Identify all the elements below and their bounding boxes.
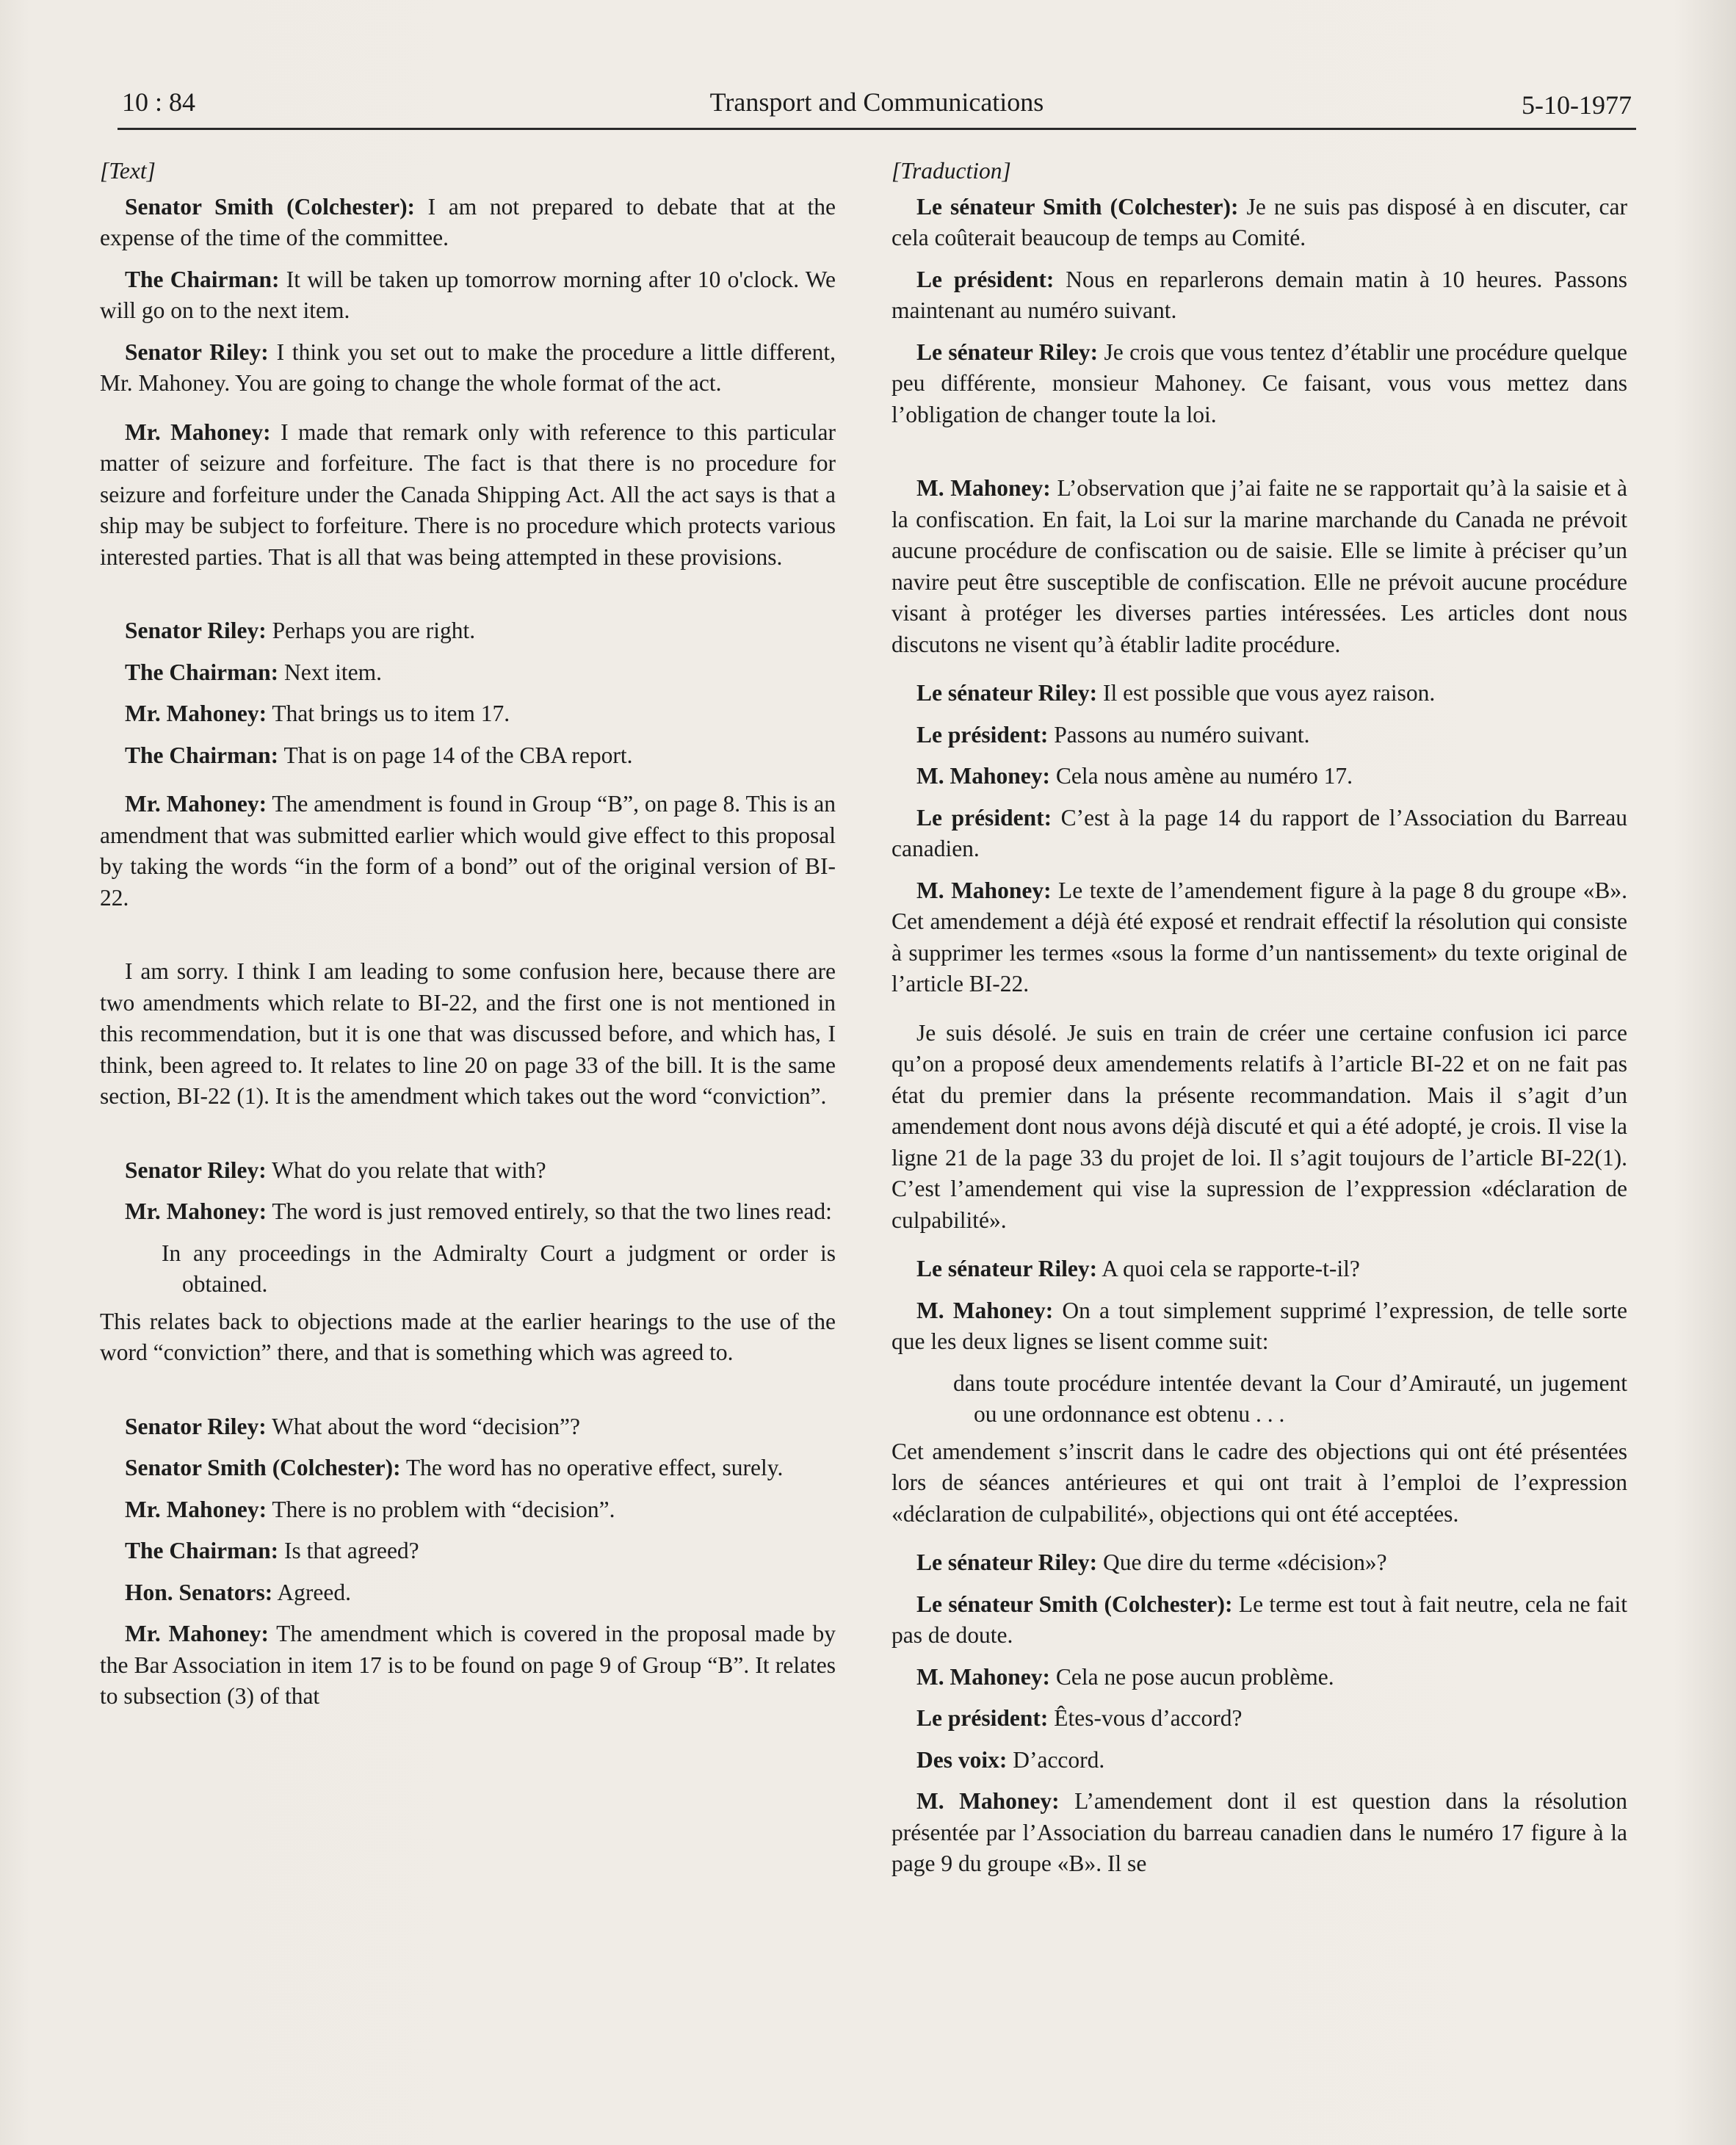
paragraph xyxy=(891,1547,1627,1579)
speech: The amendment is found in Group “B”, on page 8. This is an amendment that was submitted earlier which would give effect to this proposal by taking the words “in the form of a bond” out of the original version of BI-22. xyxy=(100,791,836,911)
speaker: Des voix: xyxy=(916,1746,1008,1773)
speech: I think you set out to make the procedure a little different, Mr. Mahoney. You are going to change the whole format of the act. xyxy=(100,339,836,396)
speaker: Le sénateur Smith (Colchester): xyxy=(916,193,1239,220)
paragraph xyxy=(891,473,1627,660)
paragraph xyxy=(891,761,1627,792)
block-quote: dans toute procédure intentée devant la Cour d’Amirauté, un jugement ou une ordonnance est obtenu . . . xyxy=(953,1370,1627,1427)
speech: L’amendement dont il est question dans la résolution présentée par l’Association du barreau canadien dans le numéro 17 figure à la page 9 du groupe «B». Il se xyxy=(891,1788,1627,1876)
speaker: Mr. Mahoney: xyxy=(125,419,271,445)
language-label: [Traduction] xyxy=(891,158,1011,184)
speaker: Le président: xyxy=(916,266,1055,292)
paragraph: I am sorry. I think I am leading to some confusion here, because there are two amendments which relate to BI-22, and the first one is not mentioned in this recommendation, but it is one that was discussed before, and which has, I think, been agreed to. It relates to line 20 on page 33 of the bill. It is the same section, BI-22 (1). It is the amendment which takes out the word “conviction”. xyxy=(100,958,836,1109)
paragraph xyxy=(100,1618,836,1712)
paragraph xyxy=(100,417,836,574)
paragraph xyxy=(100,1453,836,1484)
speech: Le texte de l’amendement figure à la page 8 du groupe «B». Cet amendement a déjà été exposé et rendrait effectif la résolution qui consiste à supprimer les termes «sous la forme d’un nantissement» du texte original de l’article BI-22. xyxy=(891,877,1627,996)
paragraph xyxy=(100,1577,836,1609)
speech: Cela ne pose aucun problème. xyxy=(1049,1663,1334,1690)
paragraph xyxy=(891,264,1627,327)
speaker: Le président: xyxy=(916,804,1052,831)
speech: C’est à la page 14 du rapport de l’Association du Barreau canadien. xyxy=(891,804,1627,861)
speaker: Le président: xyxy=(916,1705,1049,1731)
paragraph xyxy=(891,1662,1627,1693)
paragraph xyxy=(100,337,836,399)
speech: The amendment which is covered in the proposal made by the Bar Association in item 17 is to be found on page 9 of Group “B”. It relates to subsection (3) of that xyxy=(100,1621,836,1709)
speaker: M. Mahoney: xyxy=(916,877,1052,903)
speaker: The Chairman: xyxy=(125,742,279,768)
paragraph: Cet amendement s’inscrit dans le cadre des objections qui ont été présentées lors de séances antérieures et qui ont trait à l’emploi de l’expression «déclaration de culpabilité», objections qui ont été acceptées. xyxy=(891,1438,1627,1527)
speaker: M. Mahoney: xyxy=(916,763,1050,789)
paragraph xyxy=(100,740,836,772)
speaker: Senator Smith (Colchester): xyxy=(125,193,416,220)
language-label: [Text] xyxy=(100,158,156,184)
block-quote: In any proceedings in the Admiralty Court a judgment or order is obtained. xyxy=(162,1240,836,1297)
paragraph xyxy=(100,657,836,689)
speaker: The Chairman: xyxy=(125,1538,279,1563)
speaker: Le sénateur Riley: xyxy=(916,339,1099,365)
speech: Je crois que vous tentez d’établir une procédure quelque peu différente, monsieur Mahoney. Ce faisant, vous vous mettez dans l’obligation de changer toute la loi. xyxy=(891,339,1628,427)
speech: I made that remark only with reference to this particular matter of seizure and forfeiture. The fact is that there is no procedure for seizure and forfeiture under the Canada Shipping Act. All the act says is that a ship may be subject to forfeiture. There is no procedure which protects various interested parties. That is all that was being attempted in these provisions. xyxy=(100,419,836,570)
speech: It will be taken up tomorrow morning after 10 o'clock. We will go on to the next item. xyxy=(100,266,836,323)
paragraph xyxy=(891,1589,1627,1652)
speech: Next item. xyxy=(278,659,382,685)
speech: D’accord. xyxy=(1007,1746,1105,1773)
paragraph xyxy=(891,720,1627,751)
speech: I am not prepared to debate that at the expense of the time of the committee. xyxy=(100,193,836,250)
speech: Que dire du terme «décision»? xyxy=(1097,1549,1387,1575)
speaker: Le sénateur Smith (Colchester): xyxy=(916,1591,1233,1617)
speech: Le terme est tout à fait neutre, cela ne fait pas de doute. xyxy=(891,1591,1628,1648)
paragraph: Je suis désolé. Je suis en train de créer une certaine confusion ici parce qu’on a proposé deux amendements relatifs à l’article BI-22 et on ne fait pas état du premier dans la présente recommandation. Mais il s’agit d’un amendement dont nous avons déjà discuté et qui a été adopté, je crois. Il vise la ligne 21 de la page 33 du projet de loi. Il s’agit toujours de l’article BI-22(1). C’est l’amendement qui vise la supression de l’exppression «déclaration de culpabilité». xyxy=(891,1019,1627,1233)
paragraph xyxy=(891,337,1627,431)
paragraph xyxy=(891,1786,1627,1880)
speech: What about the word “decision”? xyxy=(266,1413,580,1439)
speech: Perhaps you are right. xyxy=(266,618,476,643)
paragraph xyxy=(891,192,1627,254)
paragraph xyxy=(891,1745,1627,1776)
speech: There is no problem with “decision”. xyxy=(267,1496,615,1522)
paragraph xyxy=(100,1155,836,1187)
speaker: M. Mahoney: xyxy=(916,1663,1050,1690)
paragraph xyxy=(100,698,836,730)
speaker: Le président: xyxy=(916,721,1049,748)
speech: A quoi cela se rapporte-t-il? xyxy=(1097,1256,1360,1281)
paragraph xyxy=(891,1254,1627,1285)
page-number: 10 : 84 xyxy=(122,87,196,117)
speaker: The Chairman: xyxy=(125,659,279,685)
paragraph xyxy=(100,789,836,914)
paragraph xyxy=(100,1196,836,1228)
paragraph xyxy=(891,678,1627,709)
paragraph xyxy=(100,192,836,254)
paragraph xyxy=(100,264,836,327)
speaker: M. Mahoney: xyxy=(916,475,1051,501)
speech: Nous en reparlerons demain matin à 10 heures. Passons maintenant au numéro suivant. xyxy=(891,266,1627,323)
paragraph xyxy=(891,1703,1627,1735)
speech: Il est possible que vous ayez raison. xyxy=(1097,680,1436,706)
speaker: Mr. Mahoney: xyxy=(125,1496,267,1522)
speaker: Mr. Mahoney: xyxy=(125,701,267,726)
paragraph: This relates back to objections made at the earlier hearings to the use of the word “conviction” there, and that is something which was agreed to. xyxy=(100,1308,836,1365)
speaker: Mr. Mahoney: xyxy=(125,1621,269,1646)
speaker: Le sénateur Riley: xyxy=(916,1256,1098,1281)
speech: Is that agreed? xyxy=(278,1538,419,1563)
page-header xyxy=(117,82,1636,130)
speech: Je ne suis pas disposé à en discuter, car cela coûterait beaucoup de temps au Comité. xyxy=(891,193,1627,250)
paragraph xyxy=(100,1411,836,1443)
speech: That is on page 14 of the CBA report. xyxy=(278,742,633,768)
paragraph xyxy=(891,803,1627,865)
speech: What do you relate that with? xyxy=(266,1157,546,1183)
speaker: Le sénateur Riley: xyxy=(916,680,1098,706)
speech: On a tout simplement supprimé l’expression, de telle sorte que les deux lignes se lisent comme suit: xyxy=(891,1297,1627,1354)
paragraph xyxy=(100,1494,836,1526)
paragraph xyxy=(100,1535,836,1567)
speech: The word has no operative effect, surely. xyxy=(400,1455,784,1480)
speaker: The Chairman: xyxy=(125,266,280,292)
speech: Agreed. xyxy=(272,1579,351,1605)
english-column xyxy=(100,156,836,1723)
speech: L’observation que j’ai faite ne se rapportait qu’à la saisie et à la confiscation. En fait, la Loi sur la marine marchande du Canada ne prévoit aucune procédure de confiscation ou de saisie. Elle se limite à préciser qu’un navire peut être susceptible de confiscation. Elle ne prévoit aucune procédure visant à protéger les diverses parties intéressées. Les articles dont nous discutons ne visent qu’à établir ladite procédure. xyxy=(891,475,1627,657)
speaker: Senator Riley: xyxy=(125,339,269,365)
speech: That brings us to item 17. xyxy=(267,701,510,726)
speaker: Mr. Mahoney: xyxy=(125,1198,267,1224)
speech: Passons au numéro suivant. xyxy=(1048,721,1310,748)
speaker: Senator Riley: xyxy=(125,618,267,643)
speaker: Senator Riley: xyxy=(125,1413,267,1439)
speech: The word is just removed entirely, so that the two lines read: xyxy=(267,1198,832,1224)
speech: Êtes-vous d’accord? xyxy=(1048,1705,1243,1731)
paragraph xyxy=(100,615,836,647)
running-title: Transport and Communications xyxy=(709,87,1044,117)
page-date: 5-10-1977 xyxy=(1522,90,1632,120)
speaker: M. Mahoney: xyxy=(916,1297,1054,1323)
speaker: Senator Riley: xyxy=(125,1157,267,1183)
speaker: Senator Smith (Colchester): xyxy=(125,1455,401,1480)
french-column xyxy=(891,156,1627,1890)
paragraph xyxy=(891,875,1627,1000)
speech: Cela nous amène au numéro 17. xyxy=(1049,763,1353,789)
speaker: Hon. Senators: xyxy=(125,1579,273,1605)
paragraph xyxy=(891,1295,1627,1358)
speaker: Mr. Mahoney: xyxy=(125,791,267,817)
speaker: M. Mahoney: xyxy=(916,1788,1060,1814)
speaker: Le sénateur Riley: xyxy=(916,1549,1098,1575)
